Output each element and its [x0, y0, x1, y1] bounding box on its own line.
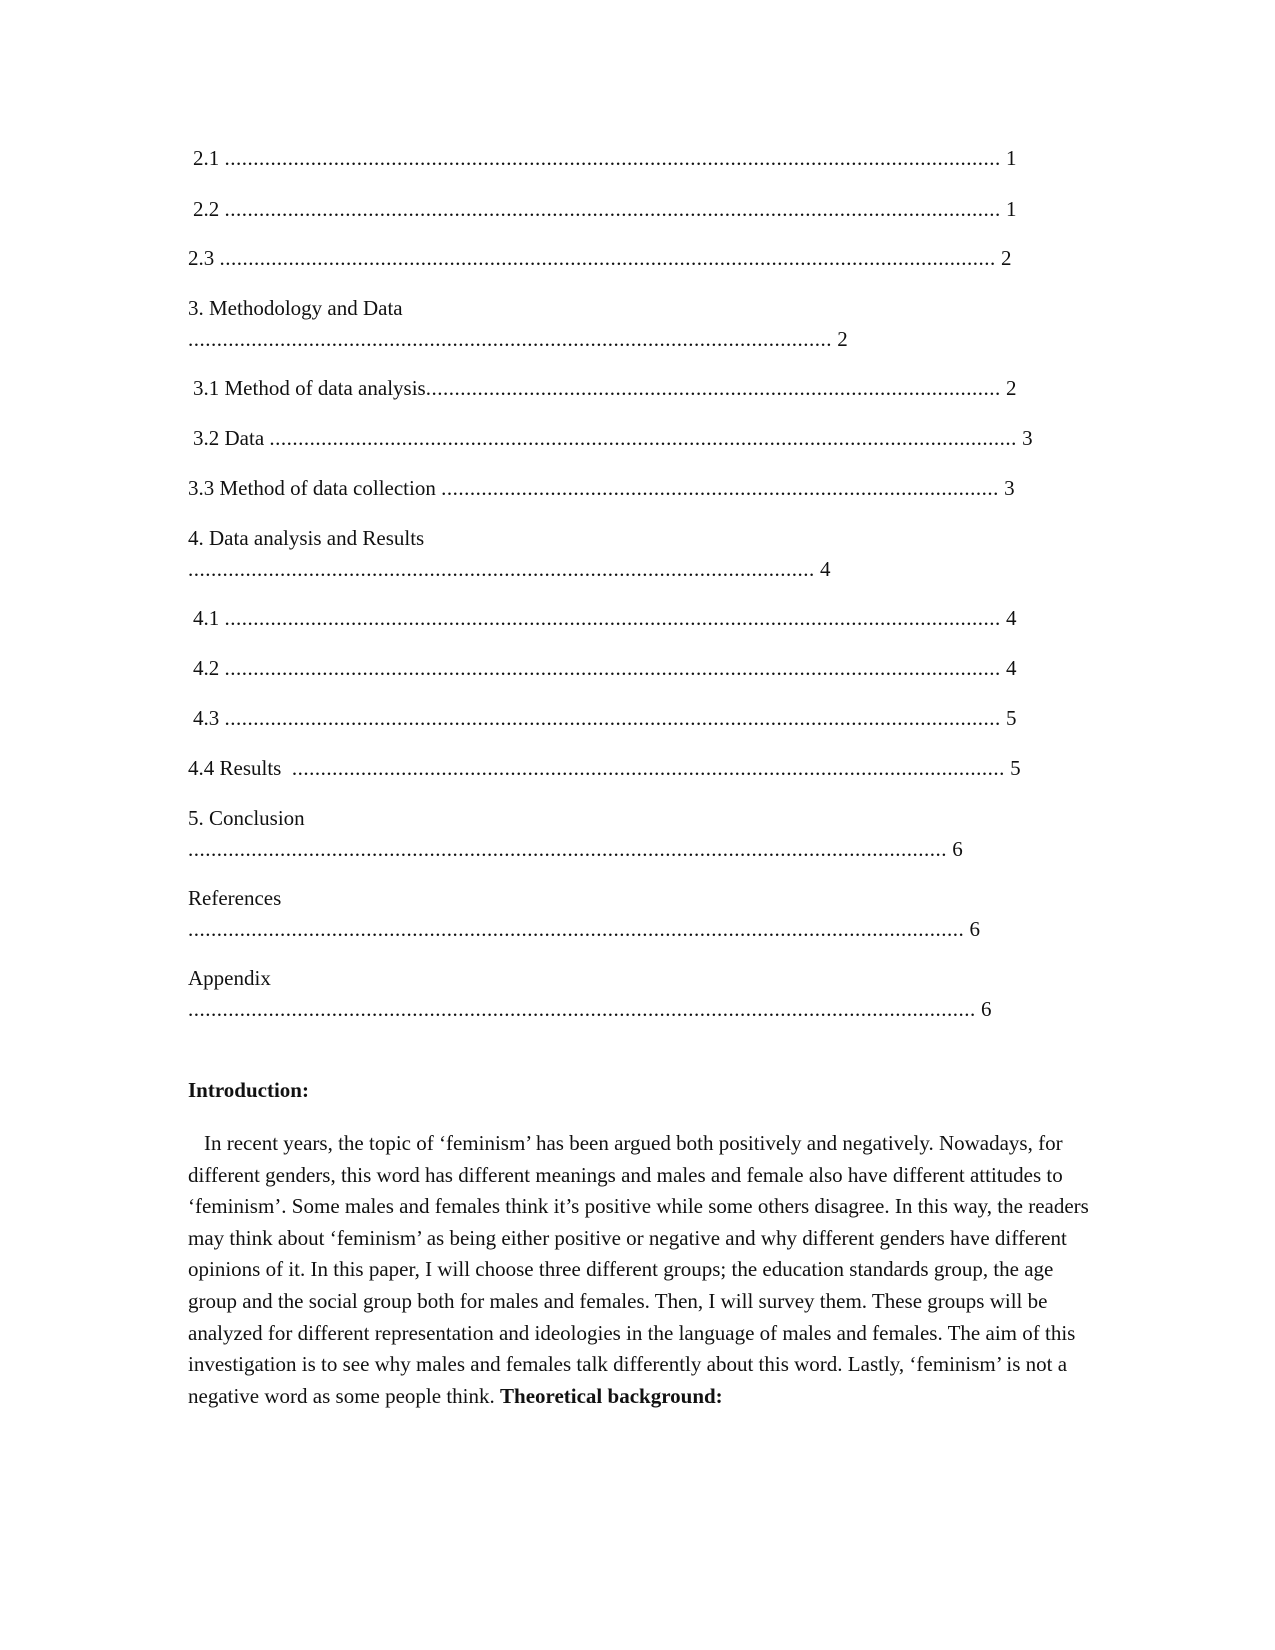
toc-entry-4-4 — [188, 756, 1021, 780]
toc-entry-appendix-heading — [188, 966, 271, 990]
toc-leader-dots: ................................................................................................................ — [188, 327, 832, 351]
toc-label: 3.3 Method of data collection — [188, 476, 442, 500]
toc-page-number: 4 — [1006, 656, 1017, 680]
toc-page-number: 4 — [820, 557, 831, 581]
introduction-text: In recent years, the topic of ‘feminism’ has been argued both positively and negatively. Nowadays, for different genders, this word has different meanings and males and female also have different attitudes to ‘feminism’. Some males and females think it’s positive while some others disagree. In this way, the readers may think about ‘feminism’ as being either positive or negative and why different genders have different opinions of it. In this paper, I will choose three different groups; the education standards group, the age group and the social group both for males and females. Then, I will survey them. These groups will be analyzed for different representation and ideologies in the language of males and females. The aim of this investigation is to see why males and females talk differently about this word. Lastly, ‘feminism’ is not a negative word as some people think. — [188, 1131, 1089, 1408]
toc-page-number: 2 — [1005, 376, 1017, 400]
toc-entry-3-leader — [188, 327, 848, 351]
toc-entry-3-heading — [188, 296, 403, 320]
toc-label: 4.4 Results — [188, 756, 292, 780]
toc-entry-references-leader — [188, 917, 980, 941]
toc-label: 4.3 — [193, 706, 225, 730]
toc-leader-dots: ....................................................................................................................................... — [219, 246, 996, 270]
toc-page-number: 2 — [1001, 246, 1012, 270]
toc-label: References — [188, 886, 282, 910]
toc-entry-3-3 — [188, 476, 1015, 500]
toc-page-number: 1 — [1006, 146, 1017, 170]
introduction-paragraph — [188, 1128, 1093, 1412]
toc-page-number: 1 — [1006, 197, 1017, 221]
toc-label: 3. Methodology and Data — [188, 296, 403, 320]
toc-entry-references-heading — [188, 886, 281, 910]
toc-leader-dots: ....................................................................................................................................... — [224, 606, 1001, 630]
toc-page-number: 3 — [1004, 476, 1015, 500]
toc-label: 3.1 Method of data analysis — [193, 376, 426, 400]
toc-page-number: 3 — [1022, 426, 1033, 450]
toc-entry-4-1 — [193, 606, 1017, 630]
toc-entry-4-2 — [193, 656, 1017, 680]
toc-label: 4.1 — [193, 606, 225, 630]
toc-label: 5. Conclusion — [188, 806, 305, 830]
toc-label: Appendix — [188, 966, 271, 990]
toc-page-number: 6 — [969, 917, 980, 941]
toc-label: 2.3 — [188, 246, 220, 270]
toc-leader-dots: ................................................................................................. — [441, 476, 999, 500]
toc-leader-dots: ....................................................................................................................................... — [224, 146, 1001, 170]
toc-entry-3-1 — [193, 376, 1016, 400]
toc-leader-dots: ....................................................................................................................................... — [224, 706, 1001, 730]
introduction-heading: Introduction: — [188, 1078, 309, 1102]
toc-leader-dots: .................................................................................................................................... — [188, 837, 947, 861]
toc-entry-2-3 — [188, 246, 1012, 270]
toc-label: 4.2 — [193, 656, 225, 680]
toc-leader-dots: ....................................................................................................................................... — [224, 197, 1001, 221]
toc-entry-5-leader — [188, 837, 963, 861]
toc-page-number: 6 — [952, 837, 963, 861]
toc-page-number: 5 — [1010, 756, 1021, 780]
toc-entry-5-heading — [188, 806, 305, 830]
toc-entry-4-heading — [188, 526, 424, 550]
toc-label: 2.2 — [193, 197, 225, 221]
toc-leader-dots: .................................................................................................... — [425, 376, 1001, 400]
theoretical-background-heading: Theoretical background: — [500, 1383, 723, 1408]
toc-page-number: 6 — [981, 997, 992, 1021]
toc-label: 2.1 — [193, 146, 225, 170]
toc-leader-dots: ......................................................................................................................................... — [188, 997, 976, 1021]
toc-page-number: 2 — [837, 327, 848, 351]
toc-leader-dots: ....................................................................................................................................... — [188, 917, 965, 941]
toc-leader-dots: ............................................................................................................. — [188, 557, 815, 581]
toc-leader-dots: ....................................................................................................................................... — [224, 656, 1001, 680]
toc-label: 3.2 Data — [193, 426, 270, 450]
toc-leader-dots: .................................................................................................................................. — [269, 426, 1017, 450]
toc-page-number: 4 — [1006, 606, 1017, 630]
toc-entry-2-1 — [193, 146, 1017, 170]
toc-entry-4-3 — [193, 706, 1017, 730]
toc-entry-2-2 — [193, 197, 1017, 221]
toc-entry-appendix-leader — [188, 997, 992, 1021]
toc-entry-4-leader — [188, 557, 831, 581]
toc-page-number: 5 — [1006, 706, 1017, 730]
toc-entry-3-2 — [193, 426, 1033, 450]
toc-leader-dots: ............................................................................................................................ — [291, 756, 1005, 780]
toc-label: 4. Data analysis and Results — [188, 526, 425, 550]
